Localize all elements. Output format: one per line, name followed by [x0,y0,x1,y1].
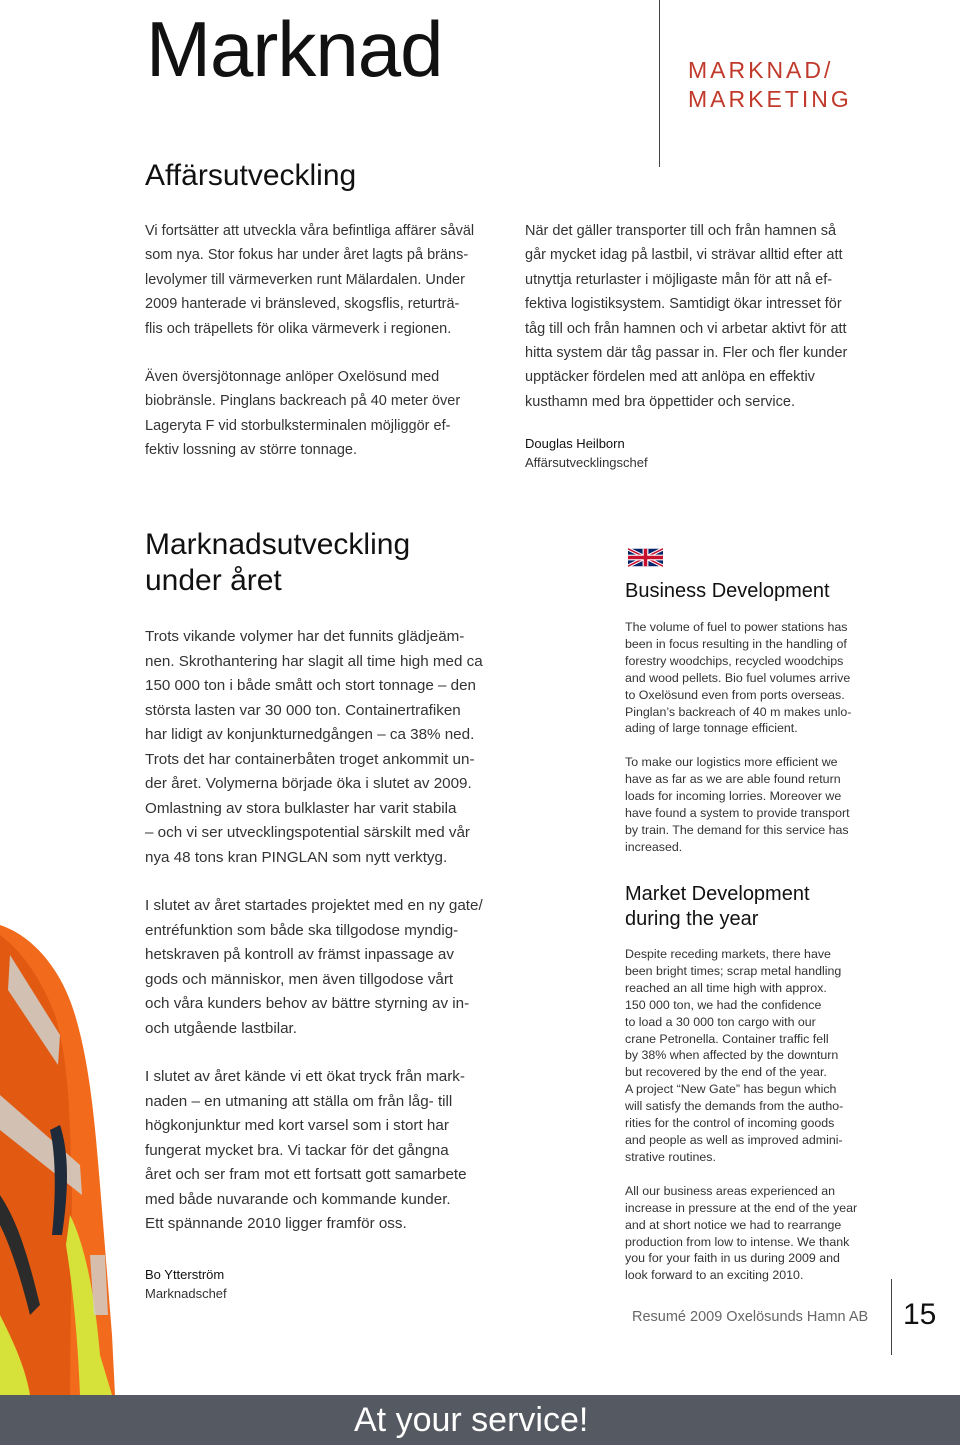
text-line: I slutet av året kände vi ett ökat tryck från mark- [145,1068,465,1085]
text-line: production from low to intense. We thank [625,1234,850,1249]
text-line: och utgående lastbilar. [145,1019,297,1037]
text-line: tåg till och från hamnen och vi arbetar aktivt för att [525,320,847,337]
text-line: – och vi ser utvecklingspotential särskilt med vår [145,824,470,841]
text-line: och våra kunders behov av bättre styrning av in- [145,995,470,1012]
text-line: fektiva logistiksystem. Samtidigt ökar intresset för [525,296,842,313]
text-line: har lidigt av konjunkturnedgången – ca 38% ned. [145,726,475,743]
text-line: fungerat mycket bra. Vi tackar för det gångna [145,1141,449,1159]
text-line: Vi fortsätter att utveckla våra befintliga affärer såväl [145,223,475,239]
text-line: 150 000 ton, we had the confidence [625,997,822,1012]
heading-line2: under året [145,564,282,597]
text-line: nen. Skrothantering har slagit all time high med ca [145,652,483,670]
text-line: utnyttja returlaster i möjligaste mån för att nå ef- [525,271,833,288]
text-line: entréfunktion som både ska tillgodose myndig- [145,921,459,939]
text-line: have as far as we are able found return [625,772,841,787]
signature-ytterstrom [145,1265,535,1303]
affarsutveckling-col2 [525,219,905,472]
text-line: been in focus resulting in the handling of [625,636,847,651]
text-line: A project “New Gate” has begun which [625,1082,837,1097]
page-number: 15 [903,1298,937,1331]
text-line: and wood pellets. Bio fuel volumes arrive [625,670,851,685]
signature-name: Bo Ytterström [145,1266,225,1282]
affarsutveckling-col1 [145,219,515,463]
signature-heilborn [525,434,905,472]
text-line: loads for incoming lorries. Moreover we [625,789,842,804]
text-line: I slutet av året startades projektet med en ny gate/ [145,897,483,914]
text-line: by 38% when affected by the downturn [625,1048,839,1063]
uk-flag-icon [628,548,663,567]
text-line: biobränsle. Pinglans backreach på 40 meter över [145,393,461,410]
text-line: and at short notice we had to rearrange [625,1217,842,1232]
section-tag [688,56,852,114]
marknad-para3 [145,1065,535,1237]
text-line: will satisfy the demands from the autho- [625,1099,844,1114]
text-line: hetskraven på kontroll av främst inpassage av [145,946,454,963]
text-line: ading of large tonnage efficient. [625,721,798,736]
text-line: To make our logistics more efficient we [625,755,838,770]
heading-affarsutveckling: Affärsutveckling [145,159,357,192]
footer-divider [891,1279,892,1355]
text-line: have found a system to provide transport [625,806,850,821]
text-line: går mycket idag på lastbil, vi strävar alltid efter att [525,247,843,264]
signature-title: Marknadschef [145,1285,227,1301]
md-para1 [625,946,925,1166]
text-line: look forward to an exciting 2010. [625,1268,804,1283]
text-line: 150 000 ton i både smått och stort tonnage – den [145,677,476,694]
text-line: nya 48 tons kran PINGLAN som nytt verktyg. [145,848,448,866]
text-line: rities for the control of incoming goods [625,1116,835,1131]
text-line: hitta system där tåg passar in. Fler och fler kunder [525,345,848,362]
heading-business-development: Business Development [625,580,830,602]
business-development-body [625,619,925,856]
text-line: been bright times; scrap metal handling [625,963,842,978]
text-line: to load a 30 000 ton cargo with our [625,1014,816,1029]
publication-footer: Resumé 2009 Oxelösunds Hamn AB [632,1309,869,1325]
text-line: Trots det har containerbåten troget ankommit un- [145,750,475,768]
market-development-body [625,946,925,1284]
text-line: Despite receding markets, there have [625,947,831,961]
marknadsutveckling-body [145,625,535,1303]
text-line: gods och människor, men även tillgodose vårt [145,970,454,988]
text-line: Lageryta F vid storbulksterminalen möjliggör ef- [145,417,451,434]
marknad-para2 [145,894,535,1041]
text-line: by train. The demand for this service has [625,822,849,837]
text-line: Även översjötonnage anlöper Oxelösund med [145,369,440,386]
text-line: största lasten var 30 000 ton. Containertrafiken [145,701,461,719]
text-line: and people as well as improved admini- [625,1132,843,1147]
md-para2 [625,1183,925,1284]
bd-para1 [625,619,925,737]
text-line: levolymer till värmeverken runt Mälardalen. Under [145,271,465,288]
text-line: naden – en utmaning att ställa om från låg- till [145,1092,453,1110]
heading-line1: Marknadsutveckling [145,528,411,561]
text-line: but recovered by the end of the year. [625,1065,827,1080]
text-line: you for your faith in us during 2009 and [625,1251,840,1266]
text-line: året och ser fram mot ett fortsatt gott samarbete [145,1166,467,1183]
signature-name: Douglas Heilborn [525,436,625,452]
section-tag-line2: MARKETING [688,86,852,112]
affarsutveckling-para2 [145,365,515,463]
text-line: kusthamn med bra öppettider och service. [525,393,795,410]
text-line: 2009 hanterade vi bränsleved, skogsflis, returträ- [145,296,460,313]
text-line: reached an all time high with approx. [625,980,827,995]
text-line: increase in pressure at the end of the year [625,1200,858,1215]
section-tag-line1: MARKNAD/ [688,57,834,83]
heading-line1: Market Development [625,883,810,905]
heading-market-development [625,882,810,932]
worker-photo [0,895,142,1395]
text-line: med både nuvarande och kommande kunder. [145,1190,451,1208]
text-line: forestry woodchips, recycled woodchips [625,653,844,668]
text-line: Omlastning av stora bulklaster har varit stabila [145,799,457,817]
affarsutveckling-para1 [145,219,515,341]
heading-marknadsutveckling [145,527,410,599]
heading-line2: during the year [625,908,759,930]
text-line: crane Petronella. Container traffic fell [625,1031,829,1046]
bd-para2 [625,754,925,855]
header-divider [659,0,660,167]
text-line: increased. [625,839,683,854]
affarsutveckling-para3 [525,219,905,414]
text-line: The volume of fuel to power stations has [625,620,848,634]
text-line: När det gäller transporter till och från hamnen så [525,223,837,239]
text-line: der året. Volymerna började öka i slutet av 2009. [145,775,472,792]
text-line: strative routines. [625,1149,716,1164]
marknad-para1 [145,625,535,870]
text-line: upptäcker fördelen med att anlöpa en effektiv [525,369,815,386]
text-line: Trots vikande volymer har det funnits glädjeäm- [145,628,465,645]
text-line: Ett spännande 2010 ligger framför oss. [145,1215,407,1232]
page-title: Marknad [146,5,443,93]
text-line: to Oxelösund even from ports overseas. [625,687,845,702]
text-line: fektiv lossning av större tonnage. [145,442,357,459]
text-line: Pinglan’s backreach of 40 m makes unlo- [625,704,852,719]
banner-text: At your service! [354,1401,589,1439]
text-line: som nya. Stor fokus har under året lagts på bräns- [145,247,469,264]
text-line: All our business areas experienced an [625,1183,836,1198]
signature-title: Affärsutvecklingschef [525,455,648,471]
text-line: högkonjunktur med kort varsel som i stort har [145,1117,449,1134]
text-line: flis och träpellets för olika värmeverk i regionen. [145,320,452,337]
